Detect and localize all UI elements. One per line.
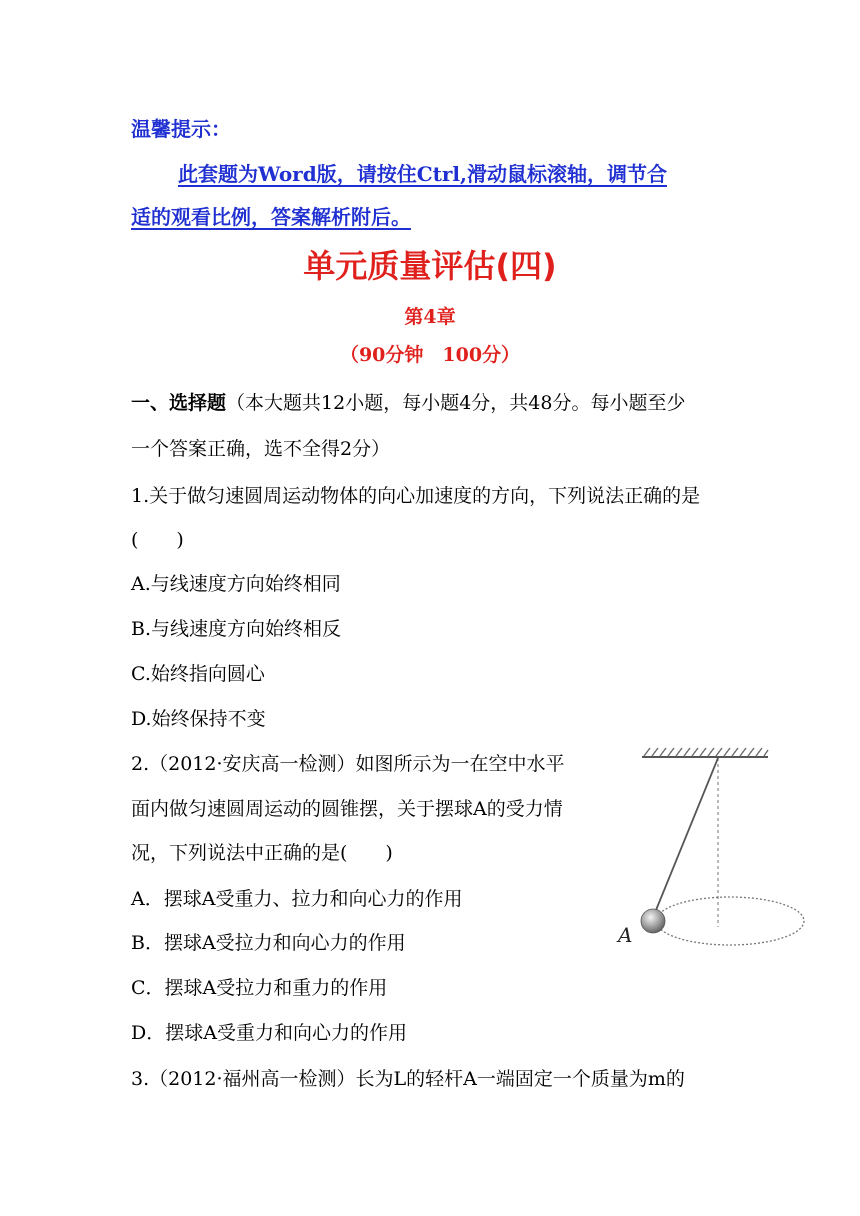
q2-option-a: A．摆球A受重力、拉力和向心力的作用	[131, 888, 463, 910]
q1-stem-line-1: 1.关于做匀速圆周运动物体的向心加速度的方向，下列说法正确的是	[131, 485, 701, 507]
q2-stem-line-2: 面内做匀速圆周运动的圆锥摆，关于摆球A的受力情	[131, 798, 563, 820]
section-1-desc: （本大题共12小题，每小题4分，共48分。每小题至少	[226, 392, 686, 414]
q2-option-c: C．摆球A受拉力和重力的作用	[131, 977, 388, 999]
q1-option-d: D.始终保持不变	[131, 708, 266, 730]
section-1-head: 一、选择题	[131, 392, 227, 414]
q1-option-b: B.与线速度方向始终相反	[131, 618, 342, 640]
orbit-ellipse	[656, 897, 804, 945]
q1-option-a: A.与线速度方向始终相同	[131, 573, 341, 595]
section-1-line-1	[131, 391, 685, 415]
pendulum-diagram	[612, 745, 808, 955]
q2-stem-line-1: 2.（2012·安庆高一检测）如图所示为一在空中水平	[131, 753, 565, 775]
q3-stem-line-1: 3.（2012·福州高一检测）长为L的轻杆A一端固定一个质量为m的	[131, 1068, 685, 1090]
q2-option-d: D．摆球A受重力和向心力的作用	[131, 1022, 407, 1044]
tip-title: 温馨提示：	[131, 117, 231, 141]
pendulum-ball	[641, 909, 665, 933]
conical-pendulum-figure	[612, 745, 808, 955]
q1-option-c: C.始终指向圆心	[131, 663, 265, 685]
ball-label: A	[618, 923, 633, 947]
section-1-line-2: 一个答案正确，选不全得2分）	[131, 438, 391, 460]
tip-line-1: 此套题为Word版，请按住Ctrl,滑动鼠标滚轴，调节合	[178, 162, 667, 186]
q2-stem-line-3: 况，下列说法中正确的是( )	[131, 842, 393, 864]
pendulum-string	[654, 758, 718, 915]
time-score-label: （90分钟 100分）	[339, 344, 521, 366]
q1-stem-line-2: ( )	[131, 529, 184, 551]
ceiling-hatching	[644, 748, 768, 756]
tip-line-2: 适的观看比例，答案解析附后。	[131, 205, 411, 229]
page-title: 单元质量评估(四)	[303, 247, 557, 285]
chapter-label: 第4章	[404, 306, 456, 328]
q2-option-b: B．摆球A受拉力和向心力的作用	[131, 932, 406, 954]
